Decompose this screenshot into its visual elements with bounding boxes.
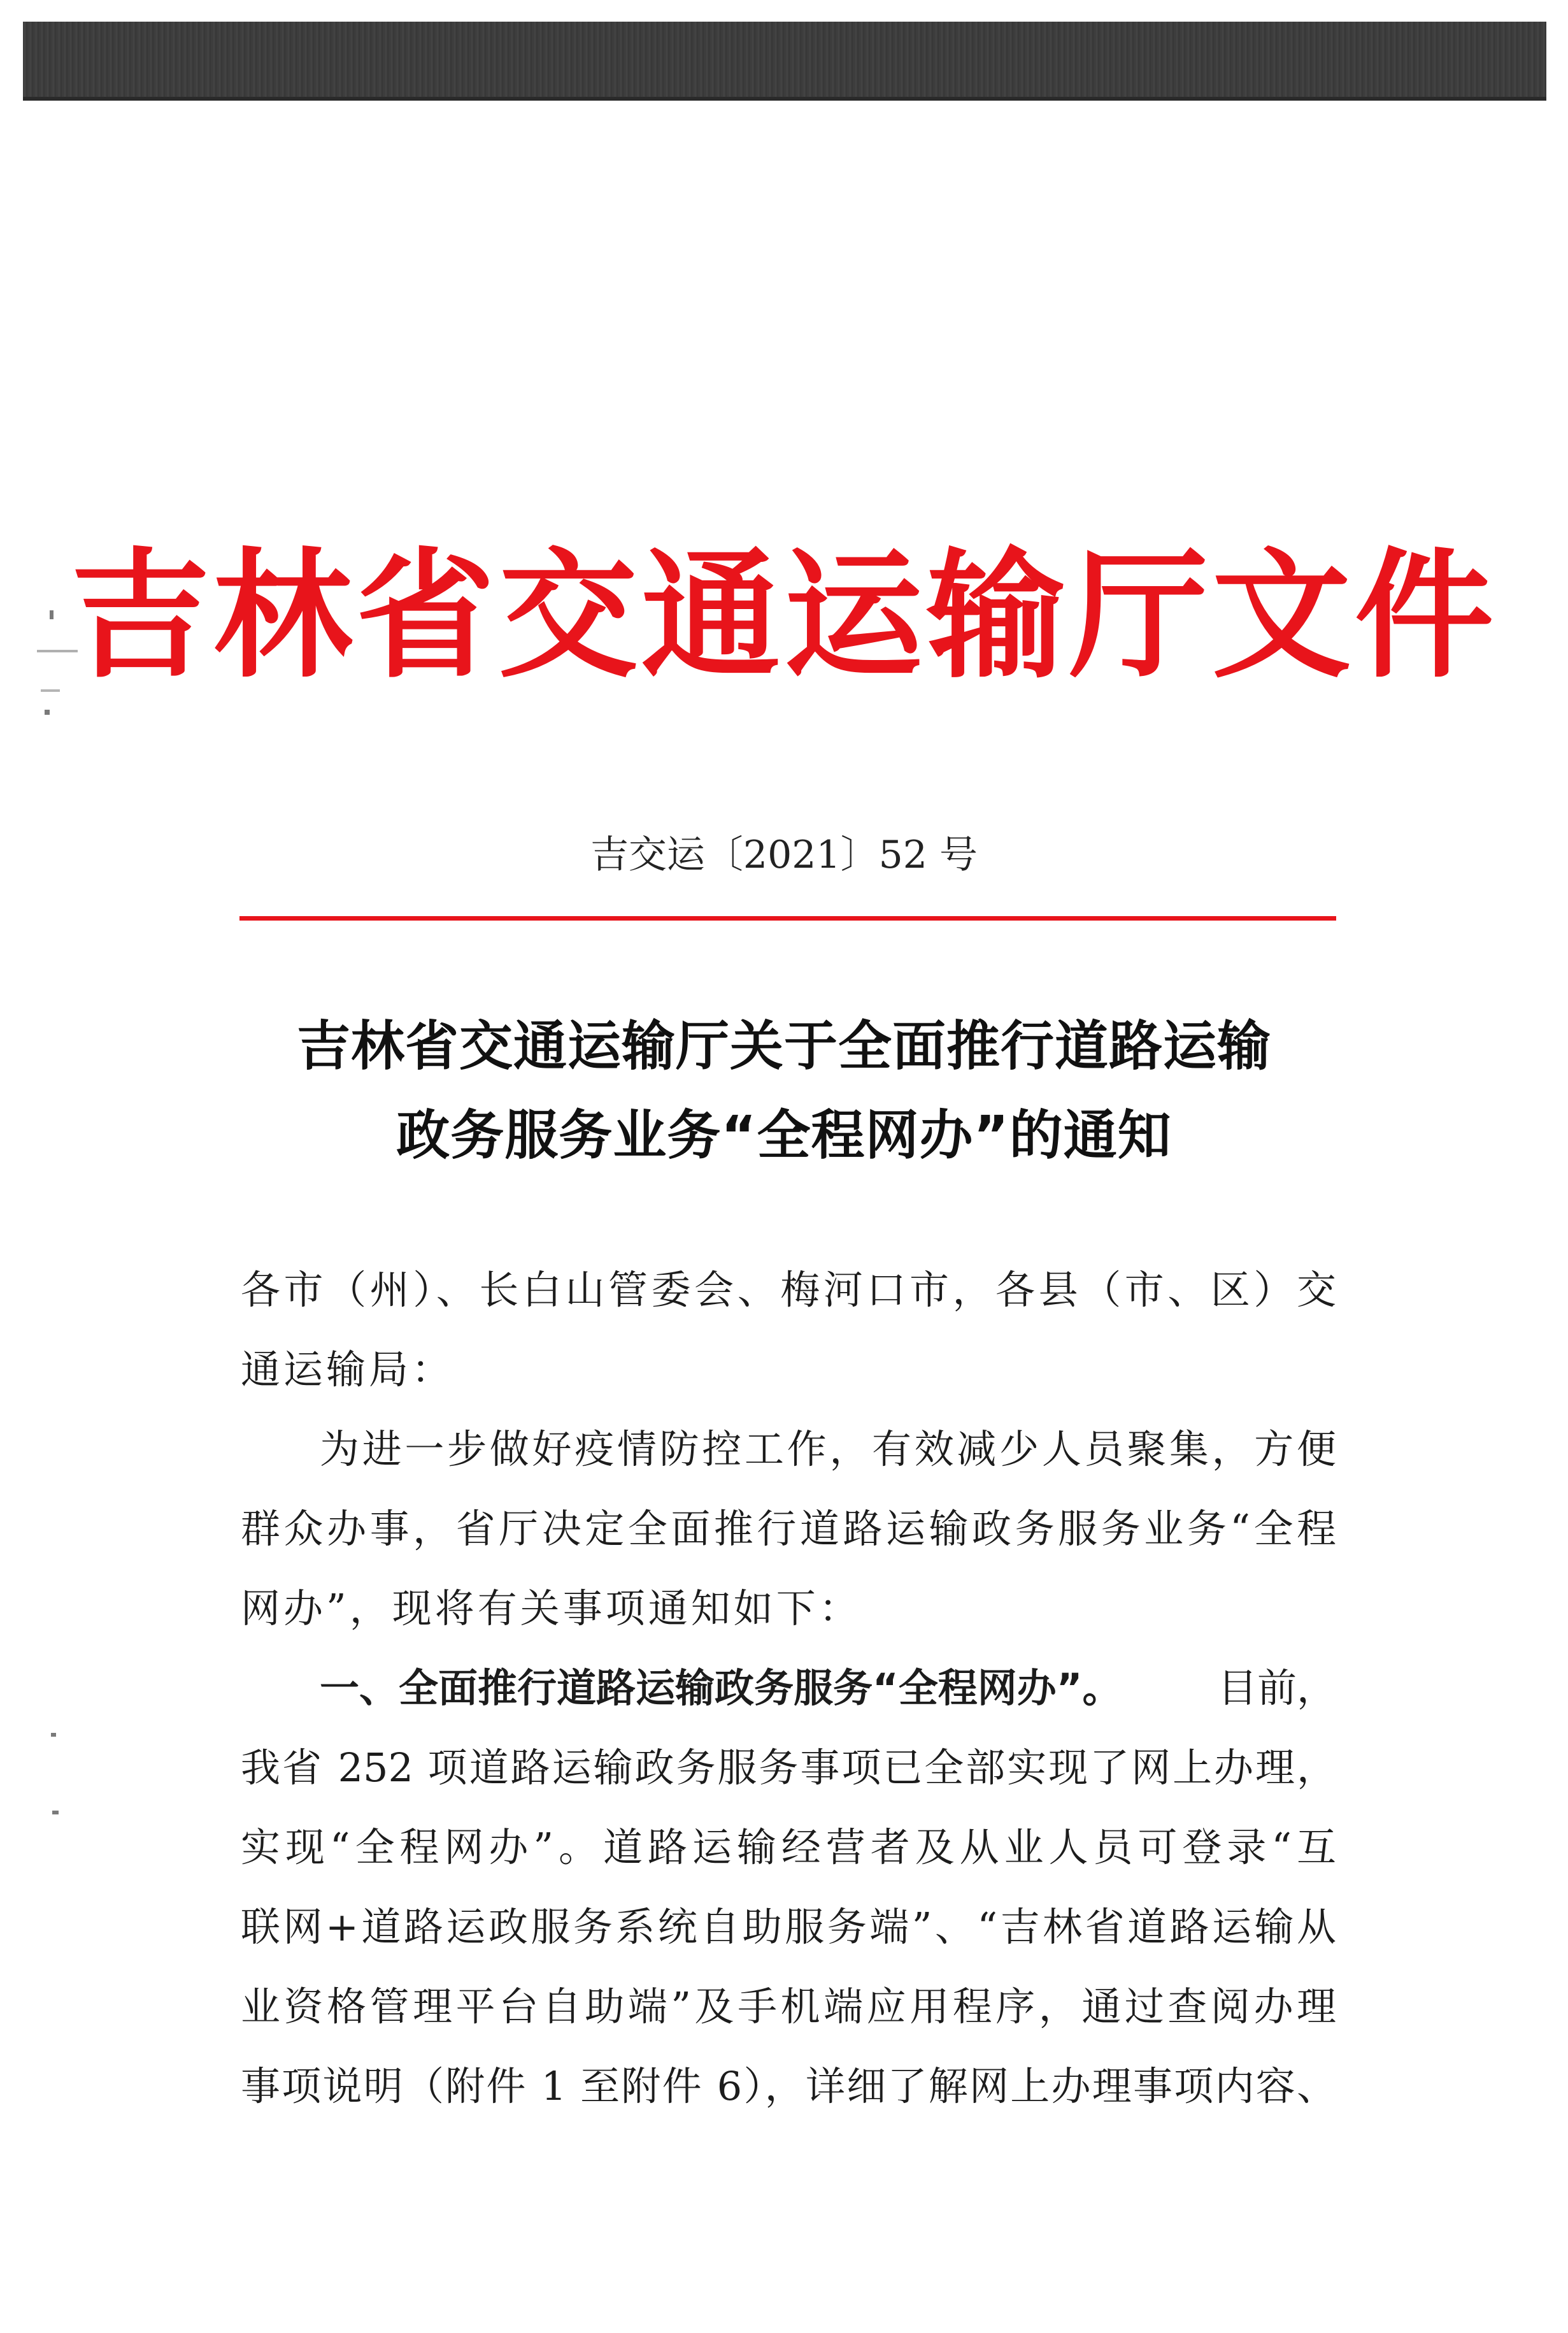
section1-line: 业资格管理平台自助端”及手机端应用程序，通过查阅办理 [241,1983,1336,2030]
scan-border-edge [23,97,1546,101]
section1-line: 事项说明（附件 1 至附件 6），详细了解网上办理事项内容、 [241,2063,1336,2109]
document-number: 吉交运〔2021〕52 号 [590,833,978,877]
document-body [241,1250,1336,2126]
section1-line-tail: 目前， [1217,1665,1336,1711]
scan-speck [52,1811,59,1814]
issuer-title: 吉林省交通运输厅文件 [71,536,1497,697]
section1-heading: 一、全面推行道路运输政务服务“全程网办”。 [320,1665,1122,1711]
document-title-line1: 吉林省交通运输厅关于全面推行道路运输 [296,1015,1271,1077]
document-title-line2: 政务服务业务“全程网办”的通知 [396,1104,1172,1166]
section1-line: 联网+道路运政服务系统自助服务端”、“吉林省道路运输从 [241,1904,1336,1950]
section1-line: 实现“全程网办”。道路运输经营者及从业人员可登录“互 [241,1824,1336,1870]
scan-border-top [23,22,1546,99]
intro-paragraph-line: 网办”，现将有关事项通知如下： [241,1585,862,1632]
scan-speck [45,710,50,715]
red-divider-line [239,916,1336,921]
intro-paragraph-line: 为进一步做好疫情防控工作，有效减少人员聚集，方便 [320,1426,1336,1472]
scan-speck [51,1733,56,1737]
section1-line: 我省 252 项道路运输政务服务事项已全部实现了网上办理， [241,1744,1336,1791]
intro-paragraph-line: 群众办事，省厅决定全面推行道路运输政务服务业务“全程 [241,1505,1336,1552]
salutation-line: 各市（州）、长白山管委会、梅河口市，各县（市、区）交 [241,1267,1336,1313]
section1-first-line [241,1648,1336,1728]
salutation-line: 通运输局： [241,1346,455,1393]
document-title [0,1001,1568,1180]
